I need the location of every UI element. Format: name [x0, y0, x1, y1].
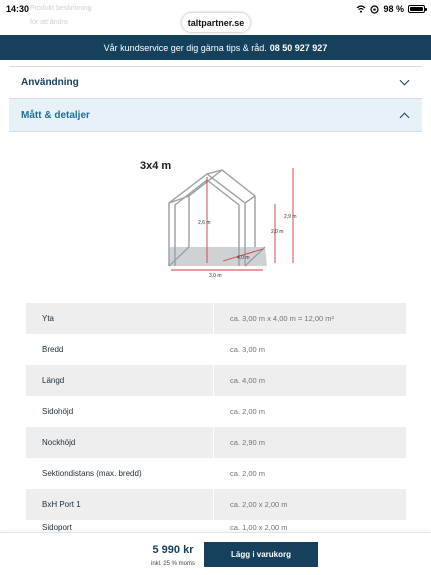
dim-side-height: 2,0 m: [271, 229, 284, 235]
drawing-title: 3x4 m: [140, 160, 172, 172]
spec-label: Yta: [26, 303, 214, 334]
spec-value: ca. 2,90 m: [230, 438, 266, 447]
dim-width: 3,0 m: [209, 273, 222, 279]
rotation-lock-icon: [370, 5, 379, 14]
vat-note: inkl. 25 % moms: [150, 561, 195, 567]
table-row: [26, 396, 406, 427]
chevron-down-icon: [400, 76, 410, 86]
spec-label: Sidohöjd: [26, 396, 214, 427]
spec-value: ca. 2,00 m: [230, 469, 266, 478]
table-row: [26, 365, 406, 396]
clock: 14:30: [6, 4, 30, 14]
spec-value: ca. 1,00 x 2,00 m: [230, 522, 288, 532]
spec-value: ca. 3,00 m: [230, 345, 266, 354]
spec-label: BxH Port 1: [26, 489, 214, 520]
spec-value: ca. 3,00 m x 4,00 m = 12,00 m²: [230, 314, 335, 323]
spec-value: ca. 2,00 x 2,00 m: [230, 500, 288, 509]
price: 5 990 kr: [152, 544, 194, 556]
spec-label: Sektiondistans (max. bredd): [26, 458, 214, 489]
tent-diagram: [125, 160, 315, 280]
table-row: [26, 303, 406, 334]
accordion-matt-detaljer[interactable]: [9, 99, 422, 132]
spec-label: Bredd: [26, 334, 214, 365]
accordion-anvandning[interactable]: [9, 66, 422, 99]
purchase-bar: [0, 532, 431, 575]
service-phone-link[interactable]: 08 50 927 927: [269, 42, 328, 53]
dim-length: 4,0 m: [237, 255, 250, 261]
battery-level: [410, 7, 423, 11]
tent-floor: [168, 247, 267, 266]
scrolled-content-ghost: [30, 2, 91, 30]
chevron-up-icon: [400, 112, 410, 122]
battery-percent: 98 %: [383, 4, 404, 14]
spec-label: Sidoport: [26, 520, 214, 534]
spec-label: Längd: [26, 365, 214, 396]
spec-label: Nockhöjd: [26, 427, 214, 458]
url-pill[interactable]: taltpartner.se: [182, 13, 250, 32]
table-row: [26, 334, 406, 365]
spec-value: ca. 4,00 m: [230, 376, 266, 385]
table-row: [26, 427, 406, 458]
service-banner-text: Vår kundservice ger dig gärna tips & råd.: [103, 42, 267, 53]
status-icons: [356, 4, 425, 14]
service-banner: [0, 35, 431, 60]
ghost-line-1: Produkt beskrivning: [30, 5, 92, 12]
spec-value: ca. 2,00 m: [230, 407, 266, 416]
table-row: [26, 489, 406, 520]
spec-table: [26, 303, 406, 534]
add-to-cart-button[interactable]: Lägg i varukorg: [204, 542, 318, 567]
table-row: [26, 458, 406, 489]
accordion-label: Användning: [21, 77, 79, 88]
dim-total-height: 2,9 m: [284, 214, 297, 220]
ghost-line-2: för att ändra: [30, 19, 68, 26]
wifi-icon: [356, 5, 366, 13]
accordion-label: Mått & detaljer: [21, 109, 90, 121]
battery-icon: [408, 5, 425, 13]
dim-inner-height: 2,6 m: [198, 220, 211, 226]
